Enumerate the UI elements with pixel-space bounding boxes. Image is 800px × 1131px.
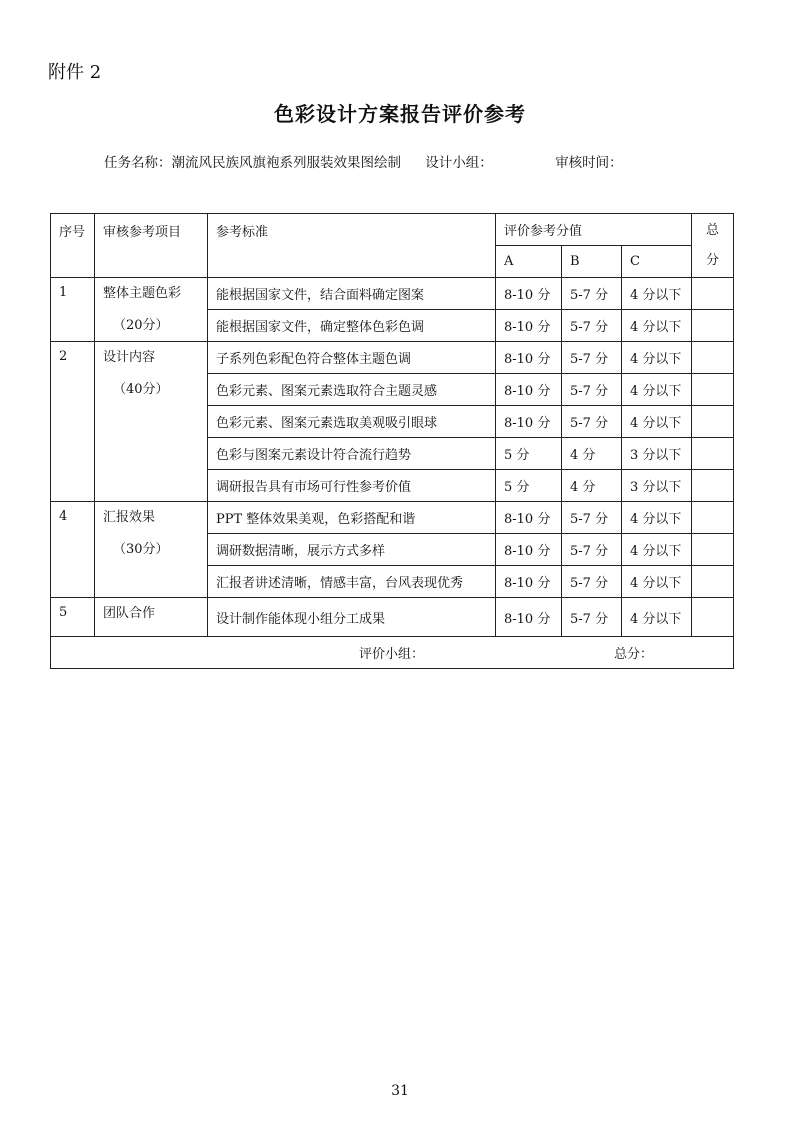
total-score-cell[interactable]	[692, 278, 734, 310]
attachment-label: 附件 2	[48, 62, 102, 83]
header-grade-a: A	[496, 246, 562, 278]
row-number: 2	[51, 342, 95, 502]
standard-cell: 子系列色彩配色符合整体主题色调	[208, 342, 496, 374]
grade-b-cell: 5-7 分	[562, 278, 622, 310]
standard-cell: 设计制作能体现小组分工成果	[208, 598, 496, 637]
standard-cell: 色彩元素、图案元素选取符合主题灵感	[208, 374, 496, 406]
grade-a-cell: 8-10 分	[496, 534, 562, 566]
standard-cell: 调研报告具有市场可行性参考价值	[208, 470, 496, 502]
review-item-score: （30分）	[113, 542, 169, 557]
review-item	[95, 342, 208, 502]
grade-b-cell: 5-7 分	[562, 374, 622, 406]
review-item-name: 团队合作	[103, 606, 156, 621]
header-row	[51, 214, 734, 246]
header-grade-c: C	[622, 246, 692, 278]
standard-cell: 能根据国家文件，确定整体色彩色调	[208, 310, 496, 342]
total-score-cell[interactable]	[692, 470, 734, 502]
grade-c-cell: 4 分以下	[622, 566, 692, 598]
table-row	[51, 502, 734, 534]
grade-a-cell: 8-10 分	[496, 566, 562, 598]
standard-cell: PPT 整体效果美观，色彩搭配和谐	[208, 502, 496, 534]
grade-c-cell: 4 分以下	[622, 406, 692, 438]
grade-b-cell: 5-7 分	[562, 342, 622, 374]
grade-a-cell: 8-10 分	[496, 502, 562, 534]
header-total	[692, 214, 734, 278]
review-item-name: 汇报效果	[103, 510, 156, 525]
row-number: 4	[51, 502, 95, 598]
total-score-cell[interactable]	[692, 310, 734, 342]
grade-c-cell: 4 分以下	[622, 342, 692, 374]
grade-b-cell: 5-7 分	[562, 566, 622, 598]
design-group-label: 设计小组：	[425, 155, 493, 171]
task-info-line	[104, 151, 623, 171]
page-number: 31	[391, 1083, 409, 1099]
grade-a-cell: 8-10 分	[496, 374, 562, 406]
total-score-cell[interactable]	[692, 342, 734, 374]
table-row	[51, 598, 734, 637]
grade-a-cell: 8-10 分	[496, 342, 562, 374]
total-score-cell[interactable]	[692, 566, 734, 598]
header-item: 审核参考项目	[95, 214, 208, 278]
grade-b-cell: 5-7 分	[562, 598, 622, 637]
grade-c-cell: 4 分以下	[622, 278, 692, 310]
grade-b-cell: 4 分	[562, 470, 622, 502]
total-score-cell[interactable]	[692, 534, 734, 566]
standard-cell: 能根据国家文件，结合面料确定图案	[208, 278, 496, 310]
grade-c-cell: 4 分以下	[622, 598, 692, 637]
grade-c-cell: 3 分以下	[622, 438, 692, 470]
footer-row	[51, 637, 734, 669]
review-item	[95, 502, 208, 598]
total-score-label: 总分：	[614, 647, 654, 662]
grade-b-cell: 4 分	[562, 438, 622, 470]
task-name-label: 任务名称：潮流风民族风旗袍系列服装效果图绘制	[104, 155, 401, 171]
row-number: 5	[51, 598, 95, 637]
evaluation-group-label: 评价小组：	[359, 647, 425, 662]
grade-c-cell: 3 分以下	[622, 470, 692, 502]
standard-cell: 色彩元素、图案元素选取美观吸引眼球	[208, 406, 496, 438]
total-score-cell[interactable]	[692, 406, 734, 438]
header-no: 序号	[51, 214, 95, 278]
evaluation-table	[50, 213, 734, 669]
total-score-cell[interactable]	[692, 374, 734, 406]
header-standard: 参考标准	[208, 214, 496, 278]
grade-b-cell: 5-7 分	[562, 406, 622, 438]
grade-a-cell: 8-10 分	[496, 406, 562, 438]
review-item-name: 设计内容	[103, 350, 156, 365]
standard-cell: 调研数据清晰，展示方式多样	[208, 534, 496, 566]
header-grade-b: B	[562, 246, 622, 278]
header-total-2: 分	[705, 252, 719, 268]
review-time-label: 审核时间：	[555, 155, 623, 171]
grade-a-cell: 5 分	[496, 438, 562, 470]
grade-a-cell: 8-10 分	[496, 310, 562, 342]
header-score-ref: 评价参考分值	[496, 214, 692, 246]
header-total-1: 总	[705, 222, 719, 238]
table-row	[51, 342, 734, 374]
grade-a-cell: 8-10 分	[496, 598, 562, 637]
grade-c-cell: 4 分以下	[622, 502, 692, 534]
footer-cell	[51, 637, 734, 669]
row-number: 1	[51, 278, 95, 342]
review-item-name: 整体主题色彩	[103, 286, 182, 301]
review-item	[95, 598, 208, 637]
table-row	[51, 278, 734, 310]
total-score-cell[interactable]	[692, 598, 734, 637]
grade-b-cell: 5-7 分	[562, 502, 622, 534]
review-item	[95, 278, 208, 342]
grade-c-cell: 4 分以下	[622, 374, 692, 406]
review-item-score: （20分）	[113, 318, 169, 333]
standard-cell: 色彩与图案元素设计符合流行趋势	[208, 438, 496, 470]
grade-a-cell: 5 分	[496, 470, 562, 502]
grade-c-cell: 4 分以下	[622, 534, 692, 566]
grade-b-cell: 5-7 分	[562, 534, 622, 566]
grade-c-cell: 4 分以下	[622, 310, 692, 342]
total-score-cell[interactable]	[692, 502, 734, 534]
total-score-cell[interactable]	[692, 438, 734, 470]
review-item-score: （40分）	[113, 382, 169, 397]
grade-a-cell: 8-10 分	[496, 278, 562, 310]
document-title: 色彩设计方案报告评价参考	[274, 102, 526, 126]
grade-b-cell: 5-7 分	[562, 310, 622, 342]
standard-cell: 汇报者讲述清晰，情感丰富，台风表现优秀	[208, 566, 496, 598]
